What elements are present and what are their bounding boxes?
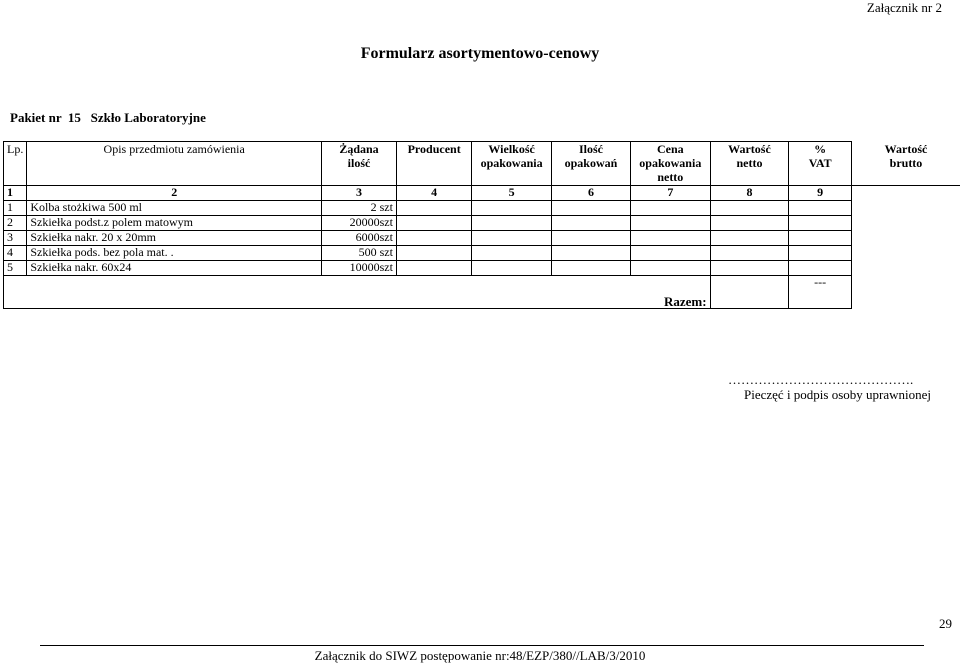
- row-producer: [396, 216, 471, 231]
- number-cell: 7: [631, 186, 711, 201]
- row-package-size: [472, 246, 552, 261]
- empty-cell: [851, 216, 960, 231]
- form-title: Formularz asortymentowo-cenowy: [360, 45, 600, 62]
- number-cell: 2: [27, 186, 322, 201]
- row-description: Szkiełka nakr. 20 x 20mm: [27, 231, 322, 246]
- row-net-value: [710, 261, 789, 276]
- package-label: Pakiet nr 15 Szkło Laboratoryjne: [10, 110, 206, 125]
- signature-line: …………………………………….: [728, 372, 914, 387]
- table-row: [4, 201, 960, 216]
- signature-label: Pieczęć i podpis osoby uprawnionej: [744, 387, 932, 402]
- footer-divider: [40, 645, 924, 646]
- row-net-price: [631, 246, 711, 261]
- col-producer: Producent: [396, 142, 471, 186]
- number-row: [4, 186, 960, 201]
- price-table: [3, 141, 960, 309]
- table-row: [4, 261, 960, 276]
- number-cell: 8: [710, 186, 789, 201]
- col-net-value: Wartość netto: [710, 142, 789, 186]
- col-package-count: Ilość opakowań: [551, 142, 630, 186]
- col-package-size: Wielkość opakowania: [472, 142, 552, 186]
- col-quantity: Żądana ilość: [322, 142, 397, 186]
- row-package-size: [472, 261, 552, 276]
- sum-net-value: [710, 276, 789, 309]
- number-cell: 5: [472, 186, 552, 201]
- row-quantity: 10000szt: [322, 261, 397, 276]
- empty-cell: [851, 246, 960, 261]
- col-lp: Lp.: [4, 142, 27, 186]
- empty-cell: [851, 276, 960, 309]
- row-vat: [789, 246, 852, 261]
- row-quantity: 500 szt: [322, 246, 397, 261]
- empty-cell: [851, 186, 960, 201]
- row-net-value: [710, 246, 789, 261]
- row-net-value: [710, 231, 789, 246]
- row-net-price: [631, 216, 711, 231]
- col-gross-value: Wartość brutto: [851, 142, 960, 186]
- row-package-count: [551, 246, 630, 261]
- empty-cell: [851, 201, 960, 216]
- row-lp: 1: [4, 201, 27, 216]
- page-number: 29: [939, 616, 952, 631]
- row-producer: [396, 261, 471, 276]
- row-package-count: [551, 261, 630, 276]
- row-lp: 4: [4, 246, 27, 261]
- sum-label: Razem:: [631, 276, 711, 309]
- row-lp: 5: [4, 261, 27, 276]
- row-quantity: 2 szt: [322, 201, 397, 216]
- row-package-size: [472, 216, 552, 231]
- row-vat: [789, 216, 852, 231]
- col-vat: % VAT: [789, 142, 852, 186]
- col-description: Opis przedmiotu zamówienia: [27, 142, 322, 186]
- row-net-price: [631, 231, 711, 246]
- row-description: Szkiełka pods. bez pola mat. .: [27, 246, 322, 261]
- row-package-size: [472, 231, 552, 246]
- row-net-price: [631, 261, 711, 276]
- table-row: [4, 246, 960, 261]
- sum-row: [4, 276, 960, 309]
- col-net-price: Cena opakowania netto: [631, 142, 711, 186]
- sum-blank: [4, 276, 631, 309]
- row-net-value: [710, 216, 789, 231]
- row-vat: [789, 201, 852, 216]
- number-cell: 9: [789, 186, 852, 201]
- number-cell: 3: [322, 186, 397, 201]
- row-package-count: [551, 231, 630, 246]
- row-description: Szkiełka podst.z polem matowym: [27, 216, 322, 231]
- row-producer: [396, 231, 471, 246]
- number-cell: 6: [551, 186, 630, 201]
- row-vat: [789, 261, 852, 276]
- number-cell: 4: [396, 186, 471, 201]
- row-net-value: [710, 201, 789, 216]
- row-package-count: [551, 201, 630, 216]
- number-cell: 1: [4, 186, 27, 201]
- row-lp: 2: [4, 216, 27, 231]
- row-vat: [789, 231, 852, 246]
- footer-text: Załącznik do SIWZ postępowanie nr:48/EZP/380//LAB/3/2010: [314, 648, 646, 663]
- row-producer: [396, 246, 471, 261]
- empty-cell: [851, 261, 960, 276]
- sum-vat: ---: [789, 276, 852, 309]
- row-package-size: [472, 201, 552, 216]
- row-quantity: 20000szt: [322, 216, 397, 231]
- row-quantity: 6000szt: [322, 231, 397, 246]
- table-row: [4, 231, 960, 246]
- header-row: [4, 142, 960, 186]
- row-package-count: [551, 216, 630, 231]
- row-lp: 3: [4, 231, 27, 246]
- table-row: [4, 216, 960, 231]
- empty-cell: [851, 231, 960, 246]
- row-producer: [396, 201, 471, 216]
- row-net-price: [631, 201, 711, 216]
- annex-label: Załącznik nr 2: [866, 0, 942, 15]
- row-description: Szkiełka nakr. 60x24: [27, 261, 322, 276]
- row-description: Kolba stożkiwa 500 ml: [27, 201, 322, 216]
